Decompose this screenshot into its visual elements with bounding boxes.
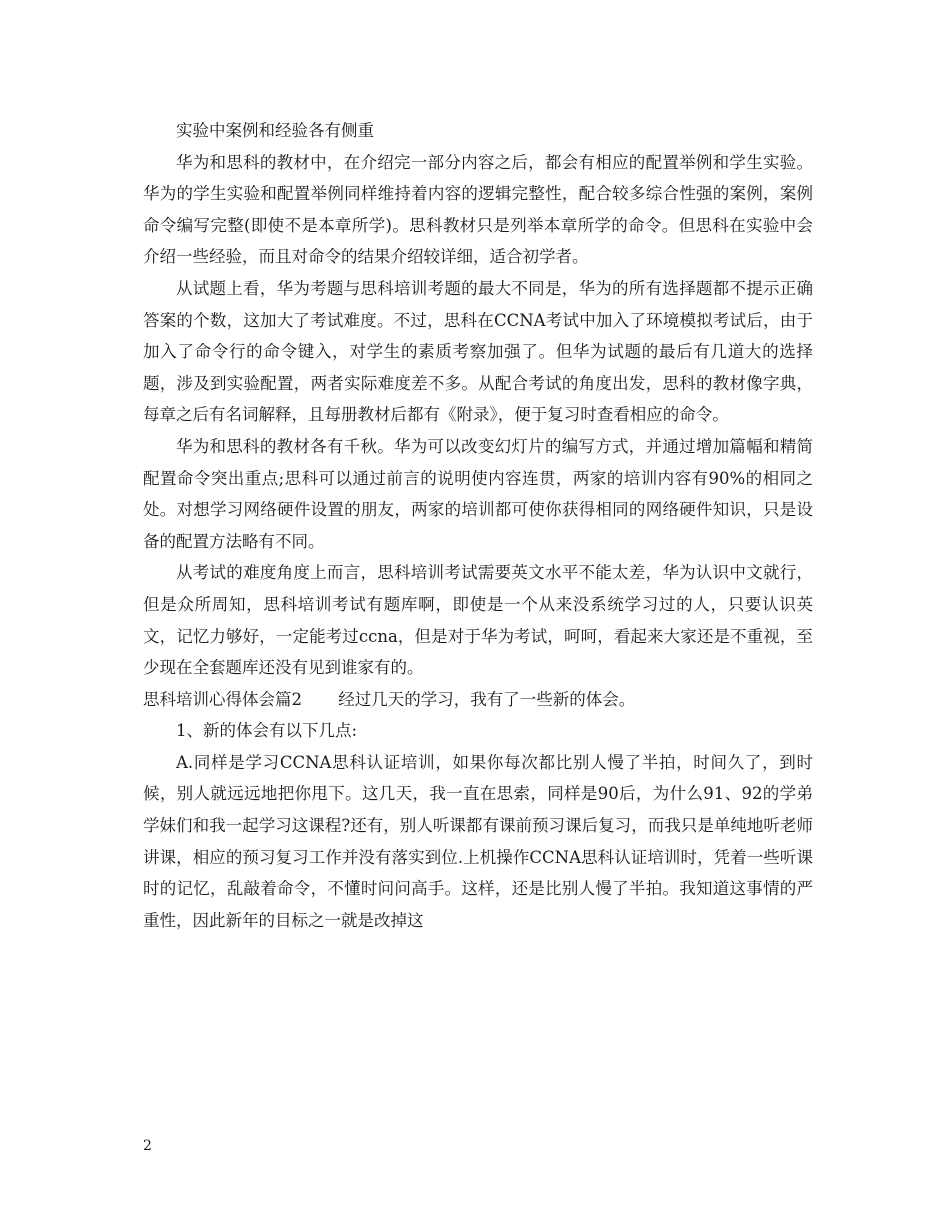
section-title-line [143, 684, 813, 716]
body-paragraph: 从考试的难度角度上而言，思科培训考试需要英文水平不能太差，华为认识中文就行，但是众所周知，思科培训考试有题库啊，即使是一个从来没系统学习过的人，只要认识英文，记忆力够好，一定能考过ccna，但是对于华为考试，呵呵，看起来大家还是不重视，至少现在全套题库还没有见到谁家有的。 [143, 563, 813, 678]
section-intro: 经过几天的学习，我有了一些新的体会。 [338, 689, 636, 709]
list-heading: 1、新的体会有以下几点: [176, 721, 358, 741]
document-body [143, 115, 813, 936]
body-paragraph: 华为和思科的教材各有千秋。华为可以改变幻灯片的编写方式，并通过增加篇幅和精简配置命令突出重点;思科可以通过前言的说明使内容连贯，两家的培训内容有90%的相同之处。对想学习网络硬件设置的朋友，两家的培训都可使你获得相同的网络硬件知识，只是设备的配置方法略有不同。 [143, 436, 813, 551]
body-paragraph: 从试题上看，华为考题与思科培训考题的最大不同是，华为的所有选择题都不提示正确答案的个数，这加大了考试难度。不过，思科在CCNA考试中加入了环境模拟考试后，由于加入了命令行的命令键入，对学生的素质考察加强了。但华为试题的最后有几道大的选择题，涉及到实验配置，两者实际难度差不多。从配合考试的角度出发，思科的教材像字典，每章之后有名词解释，且每册教材后都有《附录》，便于复习时查看相应的命令。 [143, 278, 813, 425]
body-paragraph: A.同样是学习CCNA思科认证培训，如果你每次都比别人慢了半拍，时间久了，到时候，别人就远远地把你甩下。这几天，我一直在思索，同样是90后，为什么91、92的学弟学妹们和我一起学习这课程?还有，别人听课都有课前预习课后复习，而我只是单纯地听老师讲课，相应的预习复习工作并没有落实到位.上机操作CCNA思科认证培训时，凭着一些听课时的记忆，乱敲着命令，不懂时问问高手。这样，还是比别人慢了半拍。我知道这事情的严重性，因此新年的目标之一就是改掉这 [143, 752, 813, 930]
section-title: 思科培训心得体会篇2 [143, 689, 302, 709]
subsection-heading: 实验中案例和经验各有侧重 [176, 121, 374, 140]
page-number: 2 [143, 1138, 152, 1154]
body-paragraph: 华为和思科的教材中，在介绍完一部分内容之后，都会有相应的配置举例和学生实验。华为的学生实验和配置举例同样维持着内容的逻辑完整性，配合较多综合性强的案例，案例命令编写完整(即使不是本章所学)。思科教材只是列举本章所学的命令。但思科在实验中会介绍一些经验，而且对命令的结果介绍较详细，适合初学者。 [143, 152, 813, 267]
